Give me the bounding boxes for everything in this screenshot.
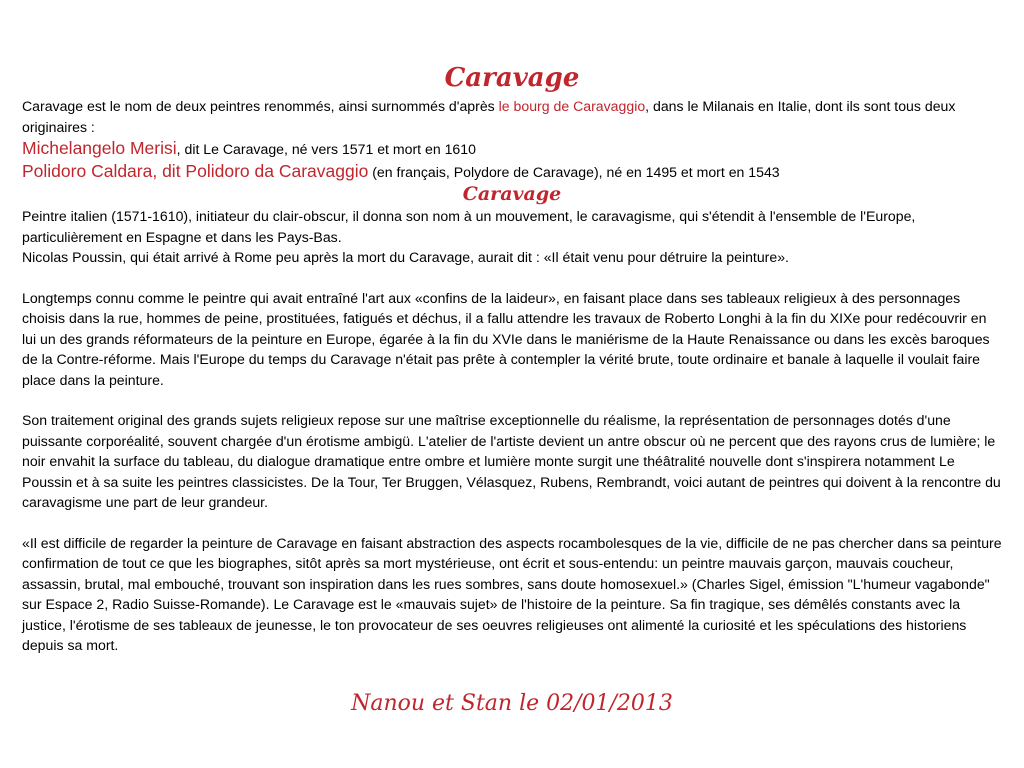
- painter-entry-merisi: [22, 137, 1002, 160]
- painter-detail: , dit Le Caravage, né vers 1571 et mort en 1610: [176, 141, 476, 157]
- section-subtitle: Caravage: [462, 183, 562, 205]
- spacer: [22, 390, 1002, 410]
- paragraph-reputation: Longtemps connu comme le peintre qui avait entraîné l'art aux «confins de la laideur», en faisant place dans ses tableaux religieux à des personnages choisis dans la rue, hommes de peine, prostituées, fatigués et déchus, il a fallu attendre les travaux de Roberto Longhi à la fin du XIXe pour redécouvrir en lui un des grands réformateurs de la peinture en Europe, égarée à la fin du XVIe dans le maniérisme de la Haute Renaissance ou dans les excès baroques de la Contre-réforme. Mais l'Europe du temps du Caravage n'était pas prête à contempler la vérité brute, toute ordinaire et banale à laquelle il voulait faire place dans la peinture.: [22, 289, 990, 388]
- spacer: [22, 268, 1002, 288]
- intro-paragraph: [22, 96, 1002, 137]
- spacer: [22, 513, 1002, 533]
- painter-entry-caldara: [22, 160, 1002, 183]
- paragraph-sigel-quote: «Il est difficile de regarder la peinture de Caravage en faisant abstraction des aspects rocambolesques de la vie, difficile de ne pas chercher dans sa peinture confirmation de tout ce que les biographes, sitôt après sa mort mystérieuse, ont écrit et sous-entendu: un peintre mauvais garçon, mauvais coucheur, assassin, brutal, mal embouché, trouvant son inspiration dans les rues sombres, sans doute homosexuel.» (Charles Sigel, émission "L'humeur vagabonde" sur Espace 2, Radio Suisse-Romande). Le Caravage est le «mauvais sujet» de l'histoire de la peinture. Sa fin tragique, ses démêlés constants avec la justice, l'érotisme de ses tableaux de jeunesse, le ton provocateur de ses oeuvres religieuses ont alimenté la curiosité et les spéculations des historiens depuis sa mort.: [22, 534, 1002, 653]
- signature-footer: Nanou et Stan le 02/01/2013: [351, 691, 673, 716]
- intro-text-after: , dans le Milanais en Italie, dont ils sont tous deux originaires :: [22, 98, 956, 135]
- painter-name: Michelangelo Merisi: [22, 138, 177, 158]
- paragraph-realism: Son traitement original des grands sujets religieux repose sur une maîtrise exceptionnelle du réalisme, la représentation de personnages dotés d'une puissante corporéalité, souvent chargée d'un érotisme ambigü. L'atelier de l'artiste devient un antre obscur où ne percent que des rayons crus de lumière; le noir envahit la surface du tableau, du dialogue dramatique entre ombre et lumière monte surgit une théâtralité nouvelle dont s'inspirera notamment Le Poussin et à sa suite les peintres classicistes. De la Tour, Ter Bruggen, Vélasquez, Rubens, Rembrandt, voici autant de peintres qui doivent à la rencontre du caravagisme une part de leur grandeur.: [22, 412, 1001, 510]
- page-title: Caravage: [444, 63, 580, 93]
- painter-detail: (en français, Polydore de Caravage), né en 1495 et mort en 1543: [368, 163, 780, 180]
- painter-name: Polidoro Caldara, dit Polidoro da Caravaggio: [22, 160, 369, 181]
- paragraph-poussin-quote: Nicolas Poussin, qui était arrivé à Rome peu après la mort du Caravage, aurait dit : «Il était venu pour détruire la peinture».: [22, 249, 789, 265]
- caravaggio-town-link: le bourg de Caravaggio: [498, 98, 646, 114]
- intro-text-before: Caravage est le nom de deux peintres renommés, ainsi surnommés d'après: [22, 98, 499, 114]
- paragraph-biography: Peintre italien (1571-1610), initiateur du clair-obscur, il donna son nom à un mouvement, le caravagisme, qui s'étendit à l'ensemble de l'Europe, particulièrement en Espagne et dans les Pays-Bas.: [22, 208, 916, 245]
